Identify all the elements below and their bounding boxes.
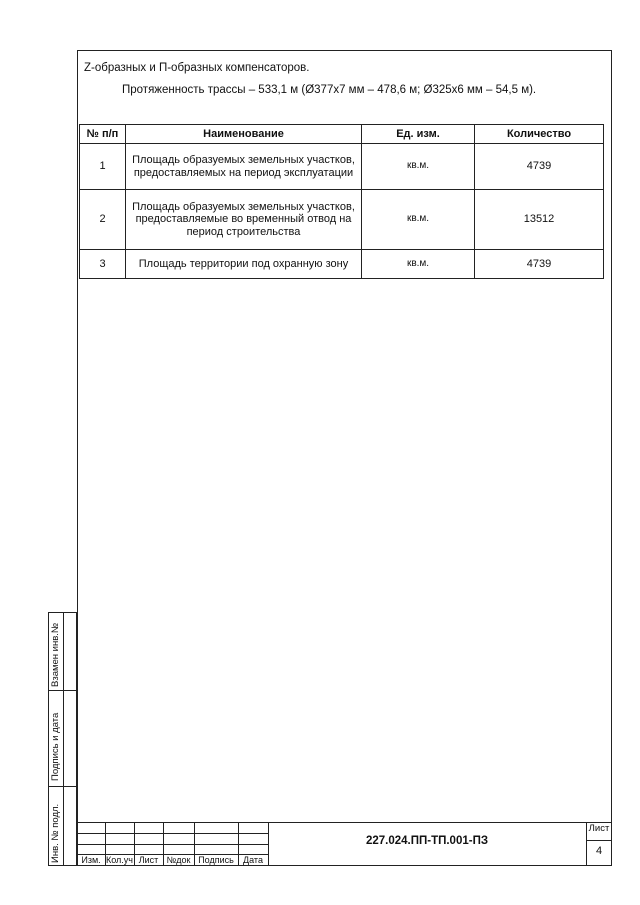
document-code: 227.024.ПП-ТП.001-ПЗ (365, 835, 489, 847)
sheet-cell-line (586, 840, 612, 841)
row-quantity: 4739 (475, 250, 604, 279)
row-quantity: 4739 (475, 144, 604, 190)
header-quantity: Количество (475, 125, 604, 144)
inv-orig-label: Инв. № подл. (50, 803, 61, 863)
col-list: Лист (138, 855, 159, 865)
land-area-table (79, 124, 604, 279)
intro-text-line-1: Z-образных и П-образных компенсаторов. (84, 62, 310, 74)
col-kol-uch: Кол.уч (106, 855, 133, 865)
title-block-top-line (77, 822, 612, 823)
header-name: Наименование (126, 125, 362, 144)
row-unit: кв.м. (362, 250, 475, 279)
row-unit: кв.м. (362, 190, 475, 250)
row-name: Площадь образуемых земельных участков, предоставляемых на период эксплуатации (126, 144, 362, 190)
row-name: Площадь территории под охранную зону (126, 250, 362, 279)
table-header-row (80, 125, 604, 144)
row-quantity: 13512 (475, 190, 604, 250)
col-data: Дата (243, 855, 263, 865)
row-name: Площадь образуемых земельных участков, предоставляемые во временный отвод на период строительства (126, 190, 362, 250)
sheet-label: Лист (588, 823, 610, 834)
header-num: № п/п (80, 125, 126, 144)
sign-date-label: Подпись и дата (50, 712, 61, 781)
binding-strip (48, 612, 77, 866)
replaced-inv-label: Взамен инв.№ (50, 622, 61, 687)
route-length-text: Протяженность трассы – 533,1 м (Ø377х7 мм – 478,6 м; Ø325х6 мм – 54,5 м). (122, 84, 537, 96)
table-row (80, 190, 604, 250)
col-podpis: Подпись (198, 855, 234, 865)
row-num: 1 (80, 144, 126, 190)
row-num: 3 (80, 250, 126, 279)
col-izm: Изм. (81, 855, 101, 865)
table-row (80, 144, 604, 190)
sheet-number: 4 (595, 845, 603, 857)
col-ndok: №док (166, 855, 191, 865)
row-unit: кв.м. (362, 144, 475, 190)
row-num: 2 (80, 190, 126, 250)
table-row (80, 250, 604, 279)
header-unit: Ед. изм. (362, 125, 475, 144)
